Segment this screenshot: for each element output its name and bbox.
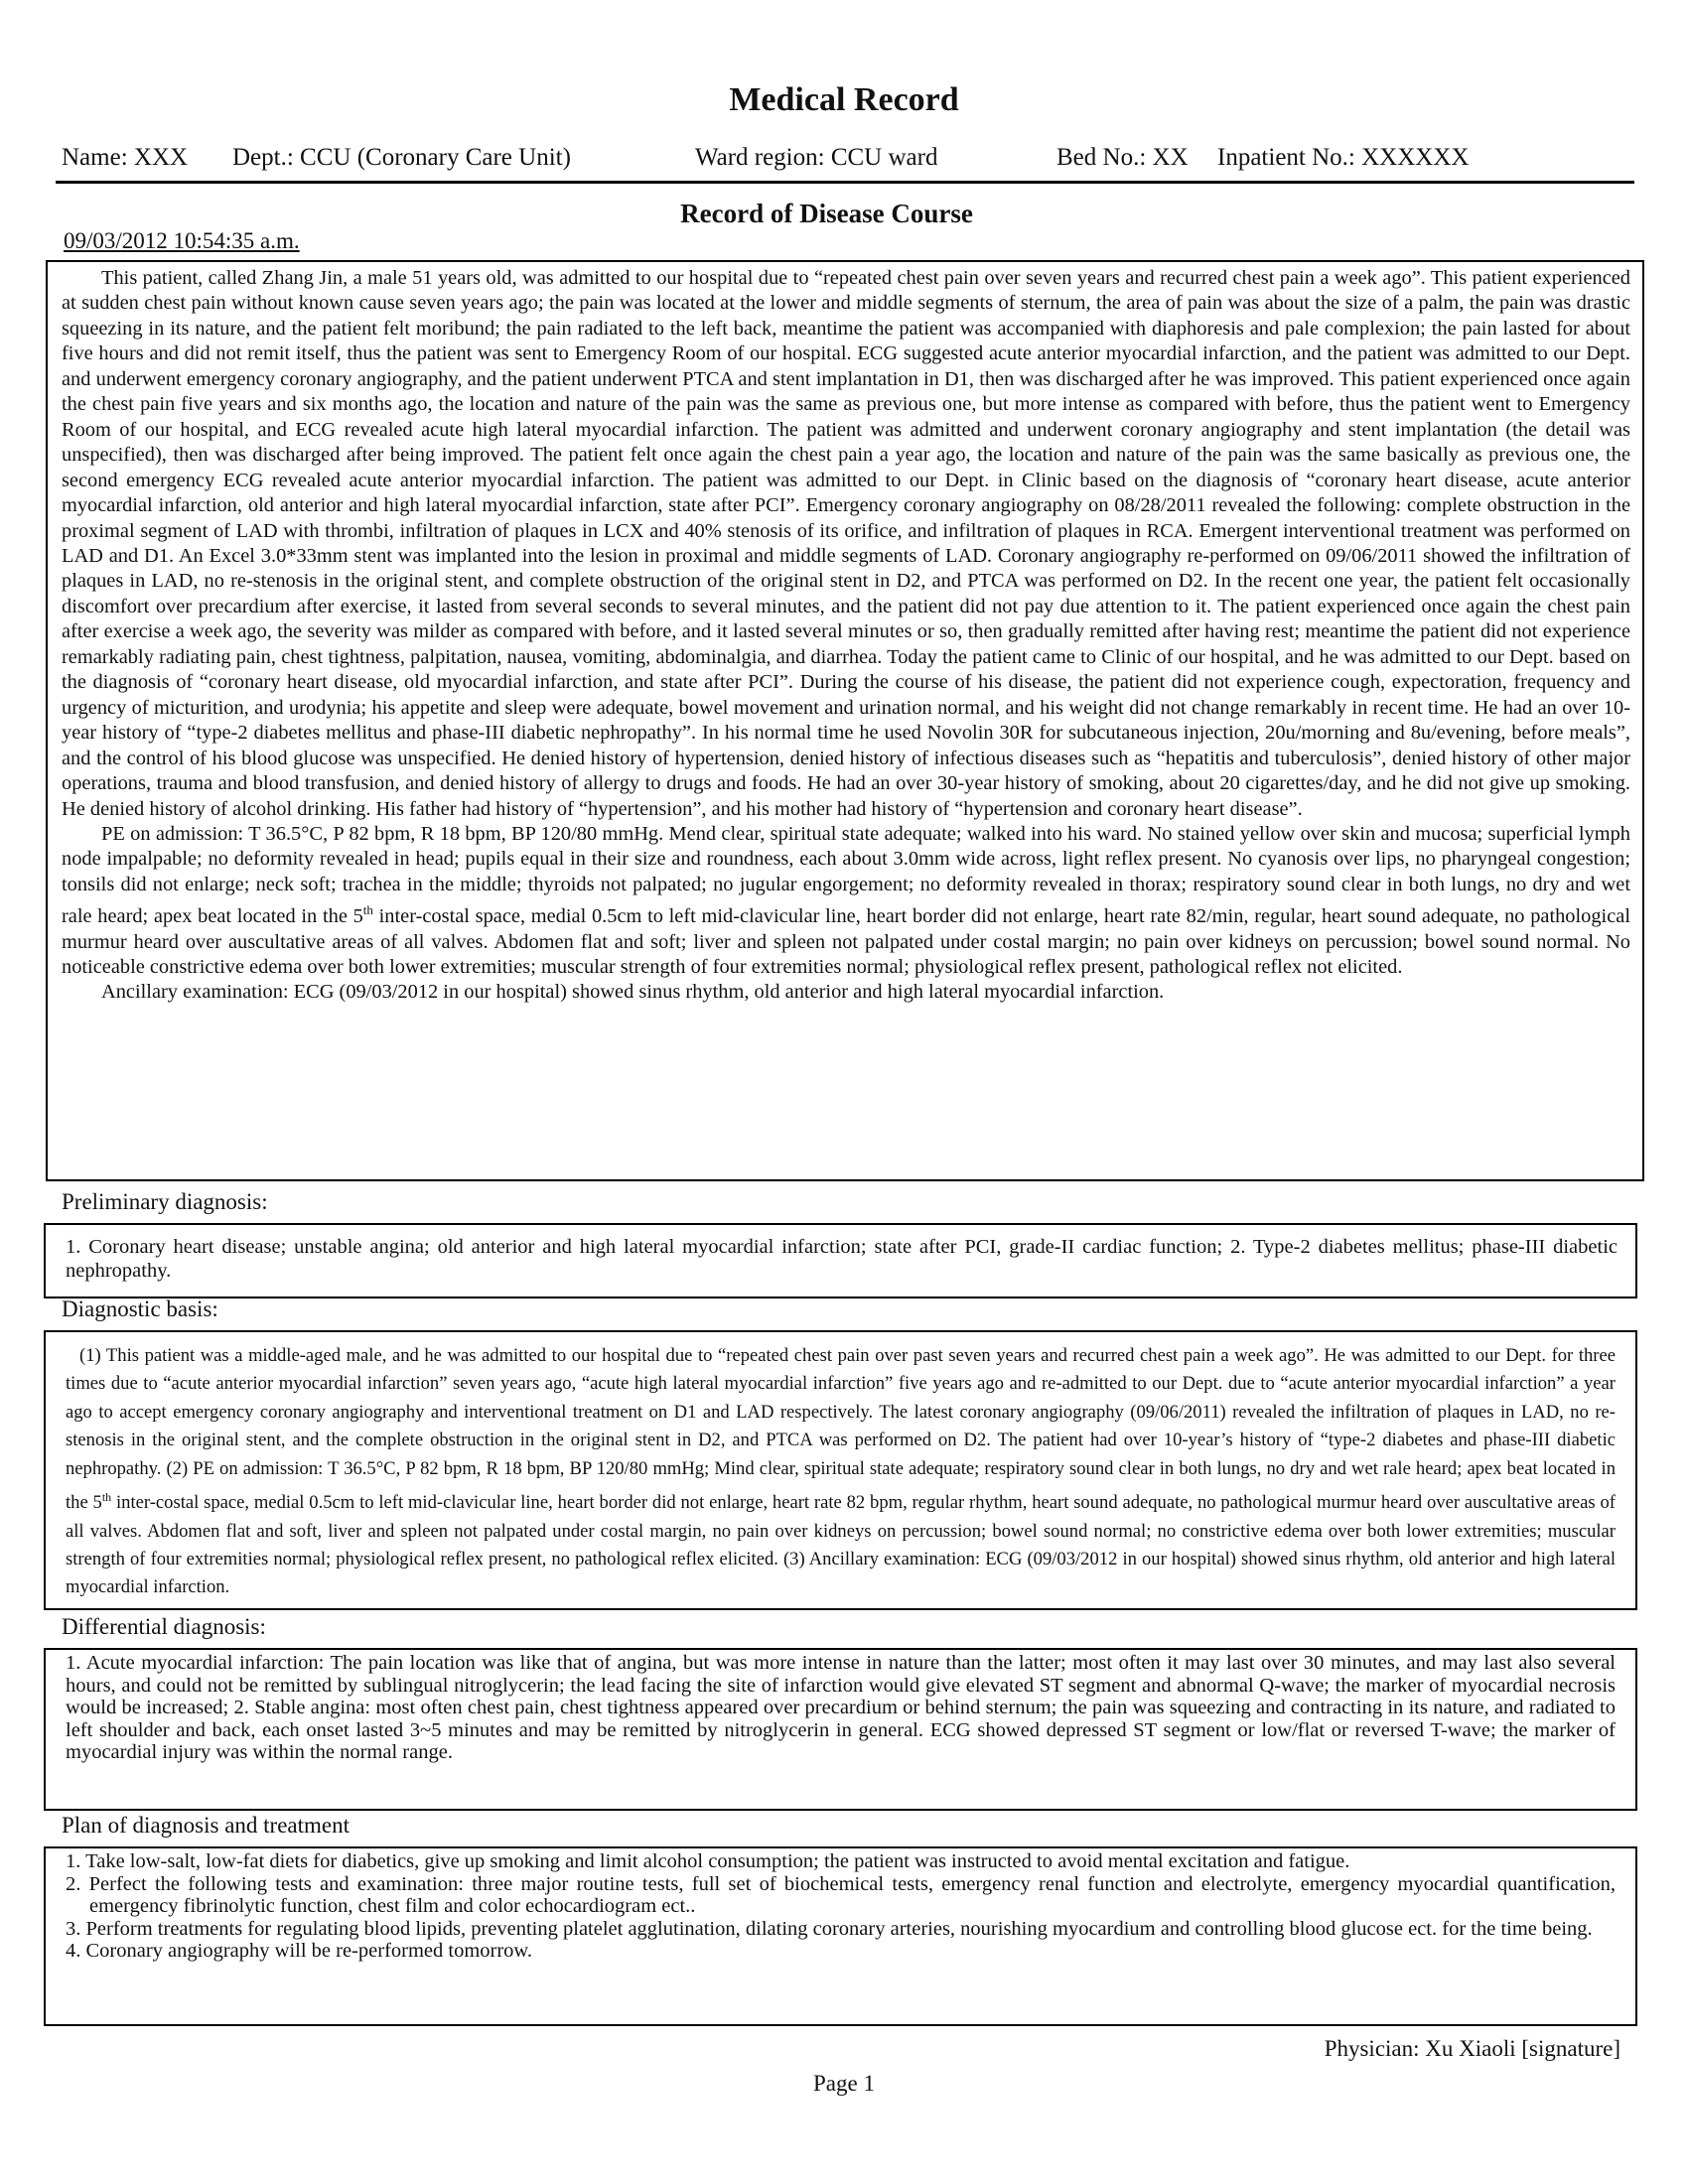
document-title: Medical Record (729, 81, 959, 118)
plan-label: Plan of diagnosis and treatment (62, 1813, 350, 1838)
plan-item: 1. Take low-salt, low-fat diets for diabetics, give up smoking and limit alcohol consumption; the patient was instructed to avoid mental excitation and fatigue. (66, 1850, 1350, 1872)
history-paragraph: This patient, called Zhang Jin, a male 51 years old, was admitted to our hospital due to “repeated chest pain over seven years and recurred chest pain a week ago”. This patient experienced at sudden chest pain without known cause seven years ago; the pain was located at the lower and middle segments of sternum, the area of pain was about the size of a palm, the pain was drastic squeezing in its nature, and the patient felt moribund; the pain radiated to the left back, meantime the patient was accompanied with diaphoresis and pale complexion; the pain lasted for about five hours and did not remit itself, thus the patient was sent to Emergency Room of our hospital. ECG suggested acute anterior myocardial infarction, and the patient was admitted to our Dept. and underwent emergency coronary angiography, and the patient underwent PTCA and stent implantation in D1, then was discharged after he was improved. This patient experienced once again the chest pain five years and six months ago, the location and nature of the pain was the same as previous one, but more intense as compared with before, thus the patient went to Emergency Room of our hospital, and ECG revealed acute high lateral myocardial infarction. The patient was admitted and underwent coronary angiography and stent implantation (the detail was unspecified), then was discharged after being improved. The patient felt once again the chest pain a year ago, the location and nature of the pain was the same basically as previous one, the second emergency ECG revealed acute anterior myocardial infarction. The patient was admitted to our Dept. in Clinic based on the diagnosis of “coronary heart disease, acute anterior myocardial infarction, old anterior and high lateral myocardial infarction, state after PCI”. Emergency coronary angiography on 08/28/2011 revealed the following: complete obstruction in the proximal segment of LAD with thrombi, infiltration of plaques in LCX and 40% stenosis of its orifice, and infiltration of plaques in RCA. Emergent interventional treatment was performed on LAD and D1. An Excel 3.0*33mm stent was implanted into the lesion in proximal and middle segments of LAD. Coronary angiography re-performed on 09/06/2011 showed the infiltration of plaques in LAD, no re-stenosis in the original stent, and complete obstruction of the original stent in D2, and PTCA was performed on D2. In the recent one year, the patient felt occasionally discomfort over precardium after exercise, it lasted from several seconds to several minutes, and the patient did not pay due attention to it. The patient experienced once again the chest pain after exercise a week ago, the severity was milder as compared with before, and it lasted several minutes or so, then gradually remitted after having rest; meantime the patient did not experience remarkably radiating pain, chest tightness, palpitation, nausea, vomiting, abdominalgia, and diarrhea. Today the patient came to Clinic of our hospital, and he was admitted to our Dept. based on the diagnosis of “coronary heart disease, old myocardial infarction, and state after PCI”. During the course of his disease, the patient did not experience cough, expectoration, frequency and urgency of micturition, and urodynia; his appetite and sleep were adequate, bowel movement and urination normal, and his weight did not change remarkably in recent time. He had an over 10-year history of “type-2 diabetes mellitus and phase-III diabetic nephropathy”. In his normal time he used Novolin 30R for subcutaneous injection, 20u/morning and 8u/evening, before meals”, and the control of his blood glucose was unspecified. He denied history of hypertension, denied history of infectious diseases such as “hepatitis and tuberculosis”, denied history of other major operations, trauma and blood transfusion, and denied history of allergy to drugs and foods. He had an over 30-year history of smoking, about 20 cigarettes/day, and he did not give up smoking. He denied history of alcohol drinking. His father had history of “hypertension”, and his mother had history of “hypertension and coronary heart disease”. (62, 267, 1630, 820)
patient-name: Name: XXX (62, 144, 189, 171)
physician-signature: Physician: Xu Xiaoli [signature] (1324, 2036, 1620, 2061)
disease-course-box (46, 260, 1644, 1181)
pe-text-start: PE on admission: T 36.5°C, P 82 bpm, R 18 bpm, BP 120/80 mmHg. Mend clear, spiritual state adequate; walked into his ward. No stained yellow over skin and mucosa; superficial lymph node impalpable; no deformity revealed in head; pupils equal in their size and roundness, each about 3.0mm wide across, light reflex present. No cyanosis over lips, no pharyngeal congestion; tonsils did not enlarge; neck soft; trachea in the middle; thyroids not palpated; no jugular engorgement; no deformity revealed in thorax; respiratory sound clear in both lungs, no dry and wet rale heard; apex beat located in the 5 (62, 822, 1630, 928)
preliminary-diagnosis-box (44, 1223, 1637, 1298)
diagnostic-basis-box (44, 1330, 1637, 1610)
differential-diagnosis-box (44, 1648, 1637, 1811)
plan-item: 3. Perform treatments for regulating blood lipids, preventing platelet agglutination, dilating coronary arteries, nourishing myocardium and controlling blood glucose ect. for the time being. (66, 1917, 1593, 1940)
pe-superscript: th (362, 902, 373, 918)
ward-region: Ward region: CCU ward (695, 144, 938, 171)
ancillary-paragraph: Ancillary examination: ECG (09/03/2012 in our hospital) showed sinus rhythm, old anterior and high lateral myocardial infarction. (101, 981, 1165, 1004)
basis-text-start: (1) This patient was a middle-aged male, and he was admitted to our hospital due to “repeated chest pain over past seven years and recurred chest pain a week ago”. He was admitted to our Dept. for three times due to “acute anterior myocardial infarction” seven years ago, “acute high lateral myocardial infarction” five years ago and re-admitted to our Dept. due to “acute anterior myocardial infarction” a year ago to accept emergency coronary angiography and interventional treatment on D1 and LAD respectively. The latest coronary angiography (09/06/2011) revealed the infiltration of plaques in LAD, no re-stenosis in the original stent, and the complete obstruction in the original stent in D2, and PTCA was performed on D2. The patient had over 10-year’s history of “type-2 diabetes and phase-III diabetic nephropathy. (2) PE on admission: T 36.5°C, P 82 bpm, R 18 bpm, BP 120/80 mmHg; Mind clear, spiritual state adequate; respiratory sound clear in both lungs, no dry and wet rale heard; apex beat located in the 5 (66, 1345, 1616, 1514)
patient-header (62, 144, 1640, 180)
basis-superscript: th (101, 1490, 112, 1505)
plan-item: 2. Perfect the following tests and examination: three major routine tests, full set of biochemical tests, emergency renal function and electrolyte, emergency myocardial quantification, emergency fibrinolytic function, chest film and color echocardiogram ect.. (66, 1872, 1616, 1917)
plan-item: 4. Coronary angiography will be re-performed tomorrow. (66, 1940, 533, 1962)
record-timestamp: 09/03/2012 10:54:35 a.m. (64, 228, 300, 253)
differential-text: 1. Acute myocardial infarction: The pain location was like that of angina, but was more intense in nature than the latter; most often it may last over 30 minutes, and may last also several hours, and could not be remitted by sublingual nitroglycerin; the lead facing the site of infarction would give elevated ST segment and abnormal Q-wave; the marker of myocardial necrosis would be increased; 2. Stable angina: most often chest pain, chest tightness appeared over precardium or behind sternum; the pain was squeezing and contracting in its nature, and radiated to left shoulder and back, each onset lasted 3~5 minutes and may be remitted by nitroglycerin in general. ECG showed depressed ST segment or low/flat or reversed T-wave; the marker of myocardial injury was within the normal range. (66, 1652, 1616, 1763)
header-rule (56, 181, 1634, 184)
pe-paragraph (62, 822, 1630, 981)
basis-label: Diagnostic basis: (62, 1297, 218, 1321)
inpatient-number: Inpatient No.: XXXXXX (1217, 144, 1470, 171)
preliminary-label: Preliminary diagnosis: (62, 1189, 268, 1214)
department: Dept.: CCU (Coronary Care Unit) (232, 144, 571, 171)
pe-text-end: inter-costal space, medial 0.5cm to left mid-clavicular line, heart border did not enlarge, heart rate 82/min, regular, heart sound adequate, no pathological murmur heard over auscultative areas of all valves. Abdomen flat and soft; liver and spleen not palpated under costal margin; no pain over kidneys on percussion; bowel sound normal. No noticeable constrictive edema over both lower extremities; muscular strength of four extremities normal; physiological reflex present, pathological reflex not elicited. (62, 905, 1630, 979)
section-title: Record of Disease Course (680, 199, 973, 228)
bed-number: Bed No.: XX (1056, 144, 1189, 171)
basis-text-end: inter-costal space, medial 0.5cm to left mid-clavicular line, heart border did not enlarge, heart rate 82 bpm, regular rhythm, heart sound adequate, no pathological murmur heard over auscultative areas of all valves. Abdomen flat and soft, liver and spleen not palpated under costal margin, no pain over kidneys on percussion; bowel sound normal; no constrictive edema over both lower extremities; muscular strength of four extremities normal; physiological reflex present, no pathological reflex elicited. (3) Ancillary examination: ECG (09/03/2012 in our hospital) showed sinus rhythm, old anterior and high lateral myocardial infarction. (66, 1492, 1616, 1598)
basis-paragraph (66, 1342, 1616, 1602)
plan-box (44, 1846, 1637, 2026)
preliminary-text: 1. Coronary heart disease; unstable angina; old anterior and high lateral myocardial infarction; state after PCI, grade-II cardiac function; 2. Type-2 diabetes mellitus; phase-III diabetic nephropathy. (66, 1236, 1618, 1282)
differential-label: Differential diagnosis: (62, 1614, 266, 1639)
page-number: Page 1 (813, 2071, 875, 2096)
